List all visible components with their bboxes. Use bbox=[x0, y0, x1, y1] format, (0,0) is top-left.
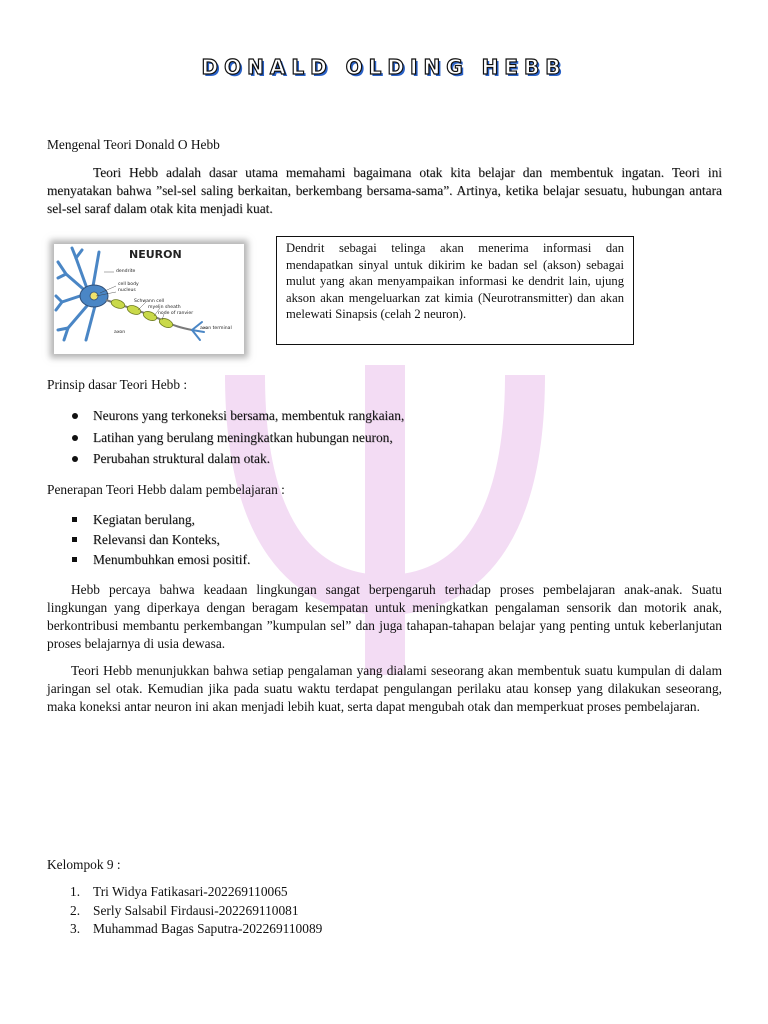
document-title: DONALD OLDING HEBB bbox=[201, 55, 567, 79]
list-item: Latihan yang berulang meningkatkan hubungan neuron, bbox=[47, 429, 404, 451]
label-ranvier: node of ranvier bbox=[158, 311, 194, 316]
list-item bbox=[47, 883, 322, 902]
application-list bbox=[47, 511, 250, 571]
member-name: Muhammad Bagas Saputra-202269110089 bbox=[93, 921, 323, 936]
member-list bbox=[47, 883, 322, 939]
member-name: Serly Salsabil Firdausi-202269110081 bbox=[93, 902, 299, 918]
label-dendrite: dendrite bbox=[116, 269, 136, 274]
subheading: Mengenal Teori Donald O Hebb bbox=[47, 137, 220, 152]
label-axon-terminal: axon terminal bbox=[200, 326, 232, 331]
list-item bbox=[47, 902, 322, 921]
list-item: Relevansi dan Konteks, bbox=[47, 531, 250, 551]
member-number: 3. bbox=[70, 921, 81, 936]
label-myelin: myelin sheath bbox=[148, 305, 181, 310]
neuron-figure bbox=[54, 244, 244, 354]
member-number: 1. bbox=[70, 884, 81, 899]
list-item bbox=[47, 920, 322, 939]
label-cell-body: cell body bbox=[118, 282, 139, 287]
paragraph-environment: Hebb percaya bahwa keadaan lingkungan sangat berpengaruh terhadap proses pembelajaran anak-anak. Suatu lingkungan yang diperkaya dengan beragam kesempatan untuk meningkatkan pengalaman sensorik dan motorik anak, berkontribusi membantu perkembangan ”kumpulan sel” dan juga tahapan-tahapan belajar yang penting untuk keberlanjutan proses belajarnya di usia dewasa. bbox=[47, 582, 722, 651]
list-item: Neurons yang terkoneksi bersama, membentuk rangkaian, bbox=[47, 407, 404, 429]
label-nucleus: nucleus bbox=[118, 288, 136, 293]
label-schwann: Schwann cell bbox=[134, 299, 165, 304]
principles-heading: Prinsip dasar Teori Hebb : bbox=[47, 377, 188, 392]
principles-list bbox=[47, 407, 404, 472]
dendrite-info-box: Dendrit sebagai telinga akan menerima informasi dan mendapatkan sinyal untuk dikirim ke badan sel (akson) sebagai mulut yang akan menyampaikan informasi ke dendrit lain, ujung akson akan mengeluarkan zat kimia (Neurotransmitter) dan akan melewati Sinapsis (celah 2 neuron). bbox=[276, 236, 634, 345]
list-item: Kegiatan berulang, bbox=[47, 511, 250, 531]
list-item: Perubahan struktural dalam otak. bbox=[47, 450, 404, 472]
member-number: 2. bbox=[70, 902, 81, 918]
member-name: Tri Widya Fatikasari-202269110065 bbox=[93, 884, 288, 899]
neuron-title: NEURON bbox=[129, 248, 182, 261]
intro-paragraph: Teori Hebb adalah dasar utama memahami bagaimana otak kita belajar dan membentuk ingatan. Teori ini menyatakan bahwa ”sel-sel saling berkaitan, berkembang bersama-sama”. Artinya, ketika belajar sesuatu, hubungan antara sel-sel saraf dalam otak kita menjadi kuat. bbox=[47, 165, 722, 216]
group-label: Kelompok 9 : bbox=[47, 857, 121, 872]
list-item: Menumbuhkan emosi positif. bbox=[47, 551, 250, 571]
label-axon: axon bbox=[114, 330, 126, 335]
application-heading: Penerapan Teori Hebb dalam pembelajaran : bbox=[47, 482, 285, 497]
paragraph-experience: Teori Hebb menunjukkan bahwa setiap pengalaman yang dialami seseorang akan membentuk suatu kumpulan di dalam jaringan sel otak. Kemudian jika pada suatu waktu terdapat pengulangan perilaku atau konsep yang dilakukan seseorang, maka koneksi antar neuron ini akan menjadi lebih kuat, serta dapat mengubah otak dan memperkuat proses pembelajaran. bbox=[47, 663, 722, 714]
